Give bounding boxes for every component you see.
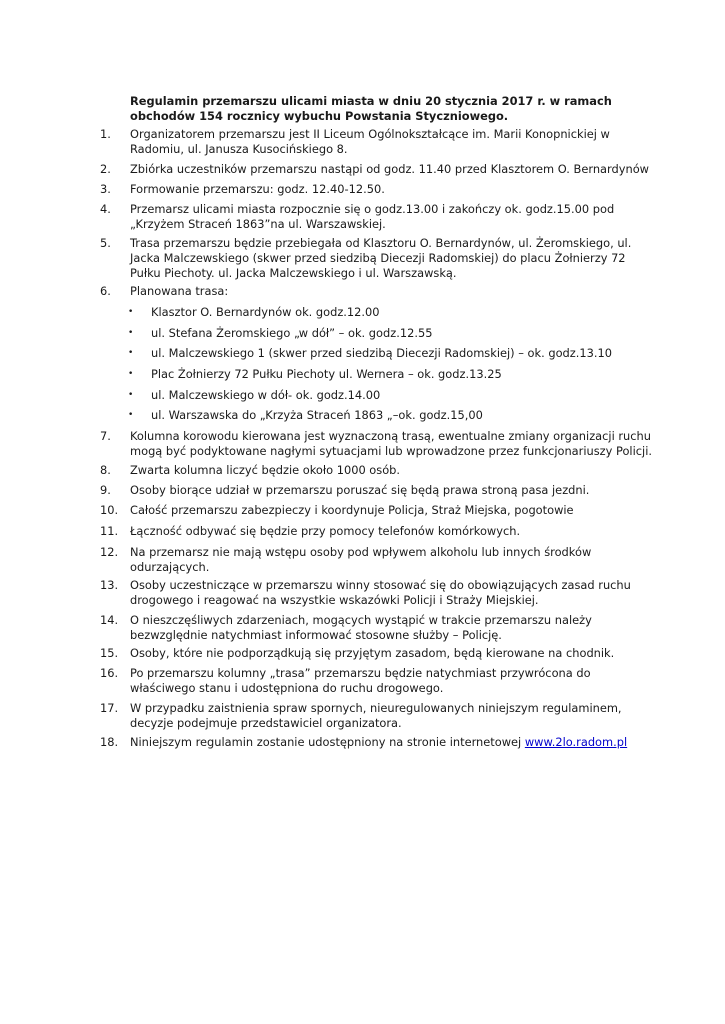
item-text: Zwarta kolumna liczyć będzie około 1000 osób. [130, 463, 401, 477]
item-text [130, 127, 650, 157]
item-text: Osoby biorące udział w przemarszu poruszać się będą prawa stroną pasa jezdni. [130, 483, 590, 497]
route-text: ul. Warszawska do „Krzyża Straceń 1863 „–ok. godz.15,00 [151, 408, 483, 422]
item-number: 8. [100, 463, 111, 477]
item-line: W przypadku zaistnienia spraw spornych, nieuregulowanych niniejszym regulaminem, [130, 701, 622, 715]
item-text [130, 666, 650, 696]
item-line: drogowego i reagować na wszystkie wskazówki Policji i Straży Miejskiej. [130, 593, 539, 607]
route-text: Plac Żołnierzy 72 Pułku Piechoty ul. Wernera – ok. godz.13.25 [151, 367, 502, 381]
bullet-icon: • [128, 307, 134, 317]
bullet-icon: • [128, 410, 134, 420]
item-line: bezwzględnie natychmiast informować stosowne służby – Policję. [130, 628, 502, 642]
item-text [130, 545, 650, 575]
bullet-icon: • [128, 328, 134, 338]
item-text [130, 429, 670, 459]
route-text: ul. Stefana Żeromskiego „w dół” – ok. godz.12.55 [151, 326, 433, 340]
item-text [130, 236, 650, 281]
document-title [130, 94, 630, 124]
item-number: 10. [100, 503, 119, 517]
item-text: Planowana trasa: [130, 284, 229, 298]
item-number: 11. [100, 524, 119, 538]
item-number: 7. [100, 429, 111, 443]
item-line: Na przemarsz nie mają wstępu osoby pod wpływem alkoholu lub innych środków [130, 545, 592, 559]
item-line: decyzje podejmuje przedstawiciel organizatora. [130, 716, 402, 730]
route-text: ul. Malczewskiego w dół- ok. godz.14.00 [151, 388, 381, 402]
item-number: 14. [100, 613, 119, 627]
item-number: 2. [100, 162, 111, 176]
item-line: odurzających. [130, 560, 210, 574]
item-line: Przemarsz ulicami miasta rozpocznie się o godz.13.00 i zakończy ok. godz.15.00 pod [130, 202, 615, 216]
item-line: Niniejszym regulamin zostanie udostępniony na stronie internetowej [130, 735, 525, 749]
item-line: Jacka Malczewskiego (skwer przed siedzibą Diecezji Radomskiej) do placu Żołnierzy 72 [130, 251, 626, 265]
item-number: 18. [100, 735, 119, 749]
item-text: Osoby, które nie podporządkują się przyjętym zasadom, będą kierowane na chodnik. [130, 646, 615, 660]
item-text [130, 202, 650, 232]
item-number: 5. [100, 236, 111, 250]
item-number: 13. [100, 578, 119, 592]
item-line: Po przemarszu kolumny „trasa” przemarszu będzie natychmiast przywrócona do [130, 666, 591, 680]
item-line: właściwego stanu i udostępniona do ruchu drogowego. [130, 681, 444, 695]
route-text: ul. Malczewskiego 1 (skwer przed siedzibą Diecezji Radomskiej) – ok. godz.13.10 [151, 346, 612, 360]
bullet-icon: • [128, 390, 134, 400]
item-number: 17. [100, 701, 119, 715]
bullet-icon: • [128, 369, 134, 379]
item-line: Osoby uczestniczące w przemarszu winny stosować się do obowiązujących zasad ruchu [130, 578, 631, 592]
item-text: Formowanie przemarszu: godz. 12.40-12.50. [130, 182, 385, 196]
item-text: Łączność odbywać się będzie przy pomocy telefonów komórkowych. [130, 524, 521, 538]
item-line: Trasa przemarszu będzie przebiegała od Klasztoru O. Bernardynów, ul. Żeromskiego, ul. [130, 236, 632, 250]
item-text [130, 701, 650, 731]
item-line: „Krzyżem Straceń 1863”na ul. Warszawskiej. [130, 217, 386, 231]
item-number: 3. [100, 182, 111, 196]
item-line: Kolumna korowodu kierowana jest wyznaczoną trasą, ewentualne zmiany organizacji ruchu [130, 429, 651, 443]
item-line: mogą być podyktowane nagłymi sytuacjami lub wprowadzone przez funkcjonariuszy Policji. [130, 444, 652, 458]
item-line: Organizatorem przemarszu jest II Liceum Ogólnokształcące im. Marii Konopnickiej w [130, 127, 610, 141]
item-line: Pułku Piechoty. ul. Jacka Malczewskiego i ul. Warszawską. [130, 266, 457, 280]
item-line: O nieszczęśliwych zdarzeniach, mogących wystąpić w trakcie przemarszu należy [130, 613, 592, 627]
item-number: 15. [100, 646, 119, 660]
item-number: 9. [100, 483, 111, 497]
item-text: Całość przemarszu zabezpieczy i koordynuje Policja, Straż Miejska, pogotowie [130, 503, 574, 517]
item-text [130, 735, 650, 750]
item-text [130, 613, 650, 643]
item-number: 12. [100, 545, 119, 559]
item-number: 6. [100, 284, 111, 298]
bullet-icon: • [128, 348, 134, 358]
title-line-1: Regulamin przemarszu ulicami miasta w dniu 20 stycznia 2017 r. w ramach [130, 94, 612, 108]
item-text [130, 578, 650, 608]
route-text: Klasztor O. Bernardynów ok. godz.12.00 [151, 305, 380, 319]
item-number: 16. [100, 666, 119, 680]
item-line: Radomiu, ul. Janusza Kusocińskiego 8. [130, 142, 348, 156]
item-text: Zbiórka uczestników przemarszu nastąpi od godz. 11.40 przed Klasztorem O. Bernardynów [130, 162, 649, 176]
item-number: 1. [100, 127, 111, 141]
website-link[interactable]: www.2lo.radom.pl [524, 735, 628, 749]
item-number: 4. [100, 202, 111, 216]
title-line-2: obchodów 154 rocznicy wybuchu Powstania Styczniowego. [130, 109, 509, 123]
